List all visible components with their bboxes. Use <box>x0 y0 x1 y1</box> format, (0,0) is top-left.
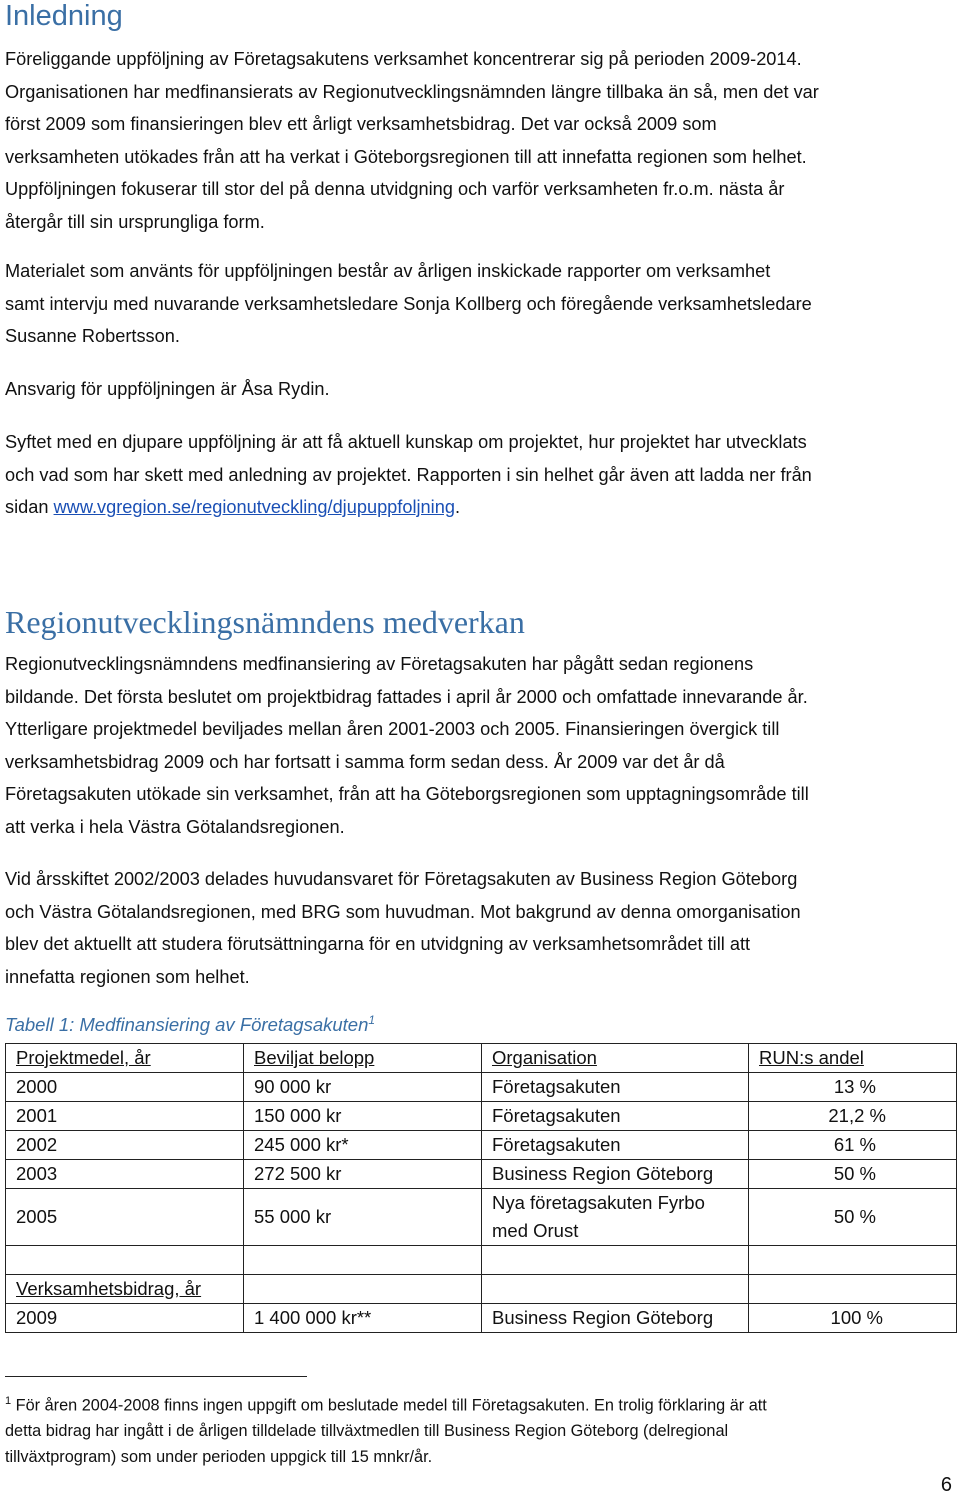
table-header-cell: Beviljat belopp <box>244 1044 482 1073</box>
page-number: 6 <box>940 1474 952 1496</box>
table-cell <box>6 1246 244 1275</box>
table-cell <box>244 1246 482 1275</box>
table-cell <box>482 1275 749 1304</box>
table-row <box>6 1102 957 1131</box>
text-line <box>5 491 957 524</box>
table-cell: 2001 <box>6 1102 244 1131</box>
table-cell: 2005 <box>6 1189 244 1246</box>
text-line: bildande. Det första beslutet om projektbidrag fattades i april år 2000 och omfattade innevarande år. <box>5 686 808 707</box>
table-cell: Företagsakuten <box>482 1073 749 1102</box>
table-cell: 21,2 % <box>749 1102 957 1131</box>
text-line: Ansvarig för uppföljningen är Åsa Rydin. <box>5 379 330 399</box>
table-row <box>6 1160 957 1189</box>
section2-paragraph-2 <box>5 863 957 993</box>
table-cell <box>749 1275 957 1304</box>
heading-inledning: Inledning <box>5 0 123 32</box>
text-line: Organisationen har medfinansierats av Regionutvecklingsnämnden längre tillbaka än så, men det var <box>5 81 819 102</box>
table-cell: Business Region Göteborg <box>482 1304 749 1333</box>
table-cell <box>482 1246 749 1275</box>
text-line: tillväxtprogram) som under perioden uppgick till 15 mnkr/år. <box>5 1448 433 1467</box>
table-header-cell: RUN:s andel <box>749 1044 957 1073</box>
text-line: och Västra Götalandsregionen, med BRG som huvudman. Mot bakgrund av denna omorganisation <box>5 901 801 922</box>
text-line: Materialet som använts för uppföljningen består av årligen inskickade rapporter om verksamhet <box>5 261 771 281</box>
text-line: Föreliggande uppföljning av Företagsakutens verksamhet koncentrerar sig på perioden 2009-2014. <box>5 49 802 69</box>
table-cell: 100 % <box>749 1304 957 1333</box>
table-header-row <box>6 1044 957 1073</box>
table-cell: 150 000 kr <box>244 1102 482 1131</box>
text-line: detta bidrag har ingått i de årligen tilldelade tillväxtmedlen till Business Region Göteborg (delregional <box>5 1422 729 1441</box>
table-cell: 1 400 000 kr** <box>244 1304 482 1333</box>
link-prefix: sidan <box>5 497 54 517</box>
text-line: verksamhetsbidrag 2009 och har fortsatt i samma form sedan dess. År 2009 var det år då <box>5 751 725 772</box>
table-header-cell: Organisation <box>482 1044 749 1073</box>
table-cell <box>749 1246 957 1275</box>
text-line: verksamheten utökades från att ha verkat i Göteborgsregionen till att innefatta regionen som helhet. <box>5 146 807 167</box>
intro-paragraph-1 <box>5 43 957 238</box>
funding-table <box>5 1043 957 1333</box>
djupuppfoljning-link[interactable]: www.vgregion.se/regionutveckling/djupuppfoljning <box>53 497 455 517</box>
intro-paragraph-3 <box>5 373 957 406</box>
footnote-separator <box>5 1376 307 1377</box>
link-suffix: . <box>454 497 460 517</box>
table-cell: 90 000 kr <box>244 1073 482 1102</box>
text-line: Vid årsskiftet 2002/2003 delades huvudansvaret för Företagsakuten av Business Region Göteborg <box>5 869 798 889</box>
text-line: Susanne Robertsson. <box>5 326 180 346</box>
table-header-cell: Verksamhetsbidrag, år <box>6 1275 244 1304</box>
text-line: innefatta regionen som helhet. <box>5 966 250 987</box>
table-spacer-row <box>6 1246 957 1275</box>
table-cell: 2003 <box>6 1160 244 1189</box>
footnote-marker: 1 <box>5 1395 12 1407</box>
table-header-cell: Projektmedel, år <box>6 1044 244 1073</box>
text-line: $^1$ För åren 2004-2008 finns ingen uppgift om beslutade medel till Företagsakuten. En trolig förklaring är att <box>5 1395 767 1415</box>
table-cell: 272 500 kr <box>244 1160 482 1189</box>
text-line: samt intervju med nuvarande verksamhetsledare Sonja Kollberg och föregående verksamhetsledare <box>5 293 812 314</box>
table-cell: 245 000 kr* <box>244 1131 482 1160</box>
caption-text: Tabell 1: Medfinansiering av Företagsakuten <box>5 1014 369 1036</box>
table-row <box>6 1304 957 1333</box>
table-row <box>6 1189 957 1246</box>
text-line: Företagsakuten utökade sin verksamhet, från att ha Göteborgsregionen som upptagningsområde till <box>5 784 809 804</box>
text-line: och vad som har skett med anledning av projektet. Rapporten i sin helhet går även att ladda ner från <box>5 464 812 485</box>
intro-paragraph-4 <box>5 426 957 524</box>
table-cell: 50 % <box>749 1160 957 1189</box>
intro-paragraph-2 <box>5 255 957 353</box>
heading-regionutvecklingsnamnden: Regionutvecklingsnämndens medverkan <box>5 604 525 640</box>
table-cell: 2002 <box>6 1131 244 1160</box>
table-cell: 61 % <box>749 1131 957 1160</box>
table-cell: 50 % <box>749 1189 957 1246</box>
text-line: Ytterligare projektmedel beviljades mellan åren 2001-2003 och 2005. Finansieringen övergick till <box>5 719 780 739</box>
table-cell: Business Region Göteborg <box>482 1160 749 1189</box>
text-line: återgår till sin ursprungliga form. <box>5 211 265 232</box>
table-row <box>6 1073 957 1102</box>
text-line: Regionutvecklingsnämndens medfinansiering av Företagsakuten har pågått sedan regionens <box>5 654 754 674</box>
text-line: Uppföljningen fokuserar till stor del på denna utvidgning och varför verksamheten fr.o.m. nästa år <box>5 179 785 199</box>
table-row <box>6 1131 957 1160</box>
table-cell: Företagsakuten <box>482 1102 749 1131</box>
table-caption <box>5 1013 375 1036</box>
text-line: Syftet med en djupare uppföljning är att få aktuell kunskap om projektet, hur projektet har utvecklats <box>5 432 807 452</box>
table-cell: Nya företagsakuten Fyrbo med Orust <box>482 1189 749 1246</box>
table-cell: 13 % <box>749 1073 957 1102</box>
footnote <box>5 1388 955 1470</box>
table-cell: Företagsakuten <box>482 1131 749 1160</box>
section2-paragraph-1 <box>5 648 957 843</box>
table-cell <box>244 1275 482 1304</box>
text-line: att verka i hela Västra Götalandsregionen. <box>5 816 345 837</box>
table-subheader-row <box>6 1275 957 1304</box>
footnote-ref: 1 <box>368 1013 376 1027</box>
text-line: först 2009 som finansieringen blev ett årligt verksamhetsbidrag. Det var också 2009 som <box>5 114 717 134</box>
text-line: blev det aktuellt att studera förutsättningarna för en utvidgning av verksamhetsområdet till att <box>5 934 751 954</box>
table-cell: 55 000 kr <box>244 1189 482 1246</box>
table-cell: 2000 <box>6 1073 244 1102</box>
table-cell: 2009 <box>6 1304 244 1333</box>
